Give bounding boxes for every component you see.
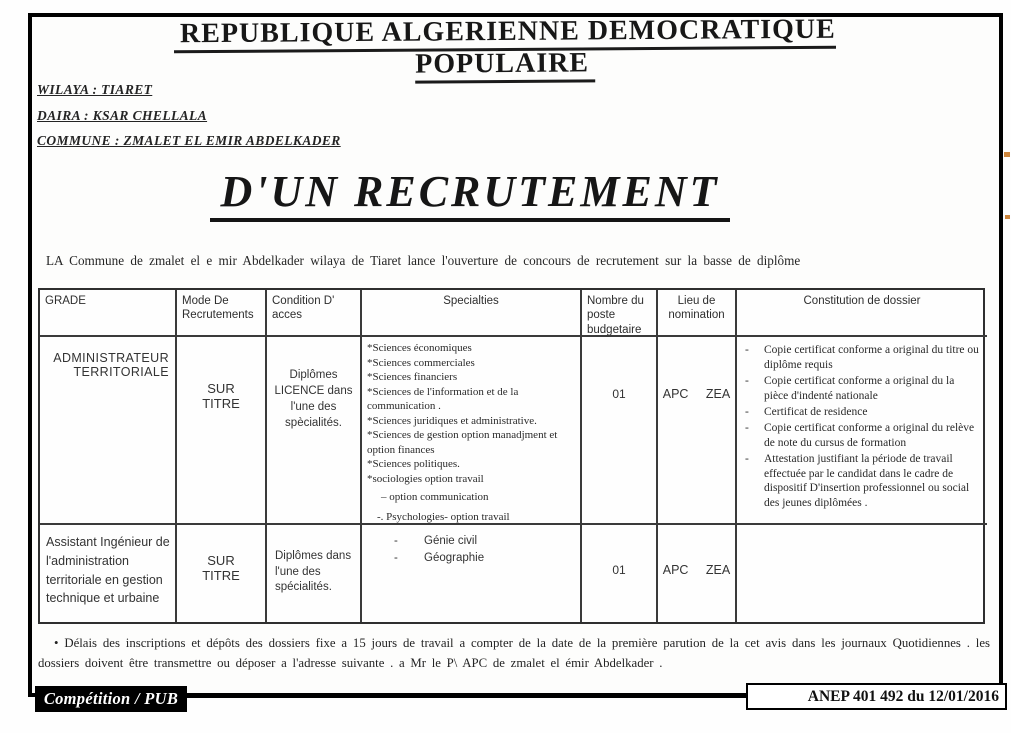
recruitment-table bbox=[38, 288, 985, 624]
specialty-item: *Sciences commerciales bbox=[367, 356, 475, 369]
scan-artifact-mark bbox=[1005, 215, 1010, 219]
row2-dossier-empty bbox=[737, 525, 987, 622]
col-header-grade: GRADE bbox=[40, 290, 177, 337]
row1-dossier-list bbox=[737, 337, 987, 525]
specialty-item: - Génie civil bbox=[362, 533, 578, 550]
row2-nombre: 01 bbox=[582, 525, 658, 622]
competition-pub-badge: Compétition / PUB bbox=[35, 686, 187, 712]
dossier-item: - Attestation justifiant la période de travail effectuée par le candidat dans le cadre de dispositif D'insertion professionnel ou social des jeunes diplômées . bbox=[737, 452, 981, 512]
col-header-condition: Condition D' acces bbox=[267, 290, 362, 337]
dossier-item: - Copie certificat conforme a original du relève de note du cursus de formation bbox=[737, 421, 981, 451]
row1-lieu: APC ZEA bbox=[658, 337, 737, 525]
deadline-note: • Délais des inscriptions et dépôts des dossiers fixe a 15 jours de travail a compter de la date de la première parution de la cet avis dans les journaux Quotidiennes . les dossiers doivent être transmettre ou déposer a l'adresse suivante . a Mr le P\ APC de zmalet el émir Abdelkader . bbox=[38, 636, 990, 671]
specialty-item: – option communication bbox=[381, 491, 489, 504]
specialty-item: *Sciences juridiques et administrative. bbox=[367, 414, 537, 427]
col-header-lieu: Lieu de nomination bbox=[658, 290, 737, 337]
row2-mode: SUR TITRE bbox=[177, 525, 267, 622]
specialty-item: *Sciences économiques bbox=[367, 342, 472, 354]
row1-nombre: 01 bbox=[582, 337, 658, 525]
row2-condition: Diplômes dans l'une des spécialités. bbox=[267, 525, 362, 622]
specialty-item: -. Psychologies- option travail bbox=[377, 510, 510, 523]
specialty-item: *Sciences financiers bbox=[367, 371, 458, 384]
row1-grade: ADMINISTRATEUR TERRITORIALE bbox=[40, 337, 177, 525]
col-header-specialties: Specialties bbox=[362, 290, 582, 337]
recruitment-heading-text: D'UN RECRUTEMENT bbox=[210, 167, 729, 222]
row1-mode: SUR TITRE bbox=[177, 337, 267, 525]
footer-divider bbox=[186, 695, 748, 698]
dossier-item: - Copie certificat conforme a original du la pièce d'indenté nationale bbox=[737, 374, 981, 404]
col-header-mode: Mode De Recrutements bbox=[177, 290, 267, 337]
anep-reference: ANEP 401 492 du 12/01/2016 bbox=[746, 683, 1007, 710]
row1-condition: Diplômes LICENCE dans l'une des spècialités. bbox=[267, 337, 362, 525]
row2-grade: Assistant Ingénieur de l'administration territoriale en gestion technique et urbaine bbox=[40, 525, 177, 622]
row2-specialties-list bbox=[362, 525, 582, 622]
row2-lieu: APC ZEA bbox=[658, 525, 737, 622]
scan-artifact-mark bbox=[1004, 152, 1010, 157]
specialty-item: *Sciences de gestion option manadjment et option finances bbox=[367, 429, 558, 456]
specialty-item: *sociologies option travail bbox=[367, 472, 484, 485]
dossier-item: - Certificat de residence bbox=[737, 405, 981, 420]
specialty-item: *Sciences politiques. bbox=[367, 458, 460, 471]
row1-specialties-list bbox=[362, 337, 582, 525]
intro-paragraph: LA Commune de zmalet el e mir Abdelkader wilaya de Tiaret lance l'ouverture de concours de recrutement sur la basse de diplôme bbox=[46, 253, 801, 268]
dossier-item: - Copie certificat conforme a original du titre ou diplôme requis bbox=[737, 343, 981, 373]
specialty-item: *Sciences de l'information et de la communication . bbox=[367, 385, 519, 413]
col-header-dossier: Constitution de dossier bbox=[737, 290, 987, 337]
republic-title-text: REPUBLIQUE ALGERIENNE DEMOCRATIQUE POPULAIRE bbox=[174, 14, 836, 84]
republic-title bbox=[140, 13, 870, 82]
col-header-nombre: Nombre du poste budgetaire bbox=[582, 290, 658, 337]
recruitment-heading bbox=[180, 166, 760, 217]
specialty-item: - Géographie bbox=[362, 550, 578, 567]
commune-line: COMMUNE : ZMALET EL EMIR ABDELKADER bbox=[37, 133, 341, 148]
daira-line: DAIRA : KSAR CHELLALA bbox=[37, 108, 208, 123]
wilaya-line: WILAYA : TIARET bbox=[37, 82, 153, 97]
